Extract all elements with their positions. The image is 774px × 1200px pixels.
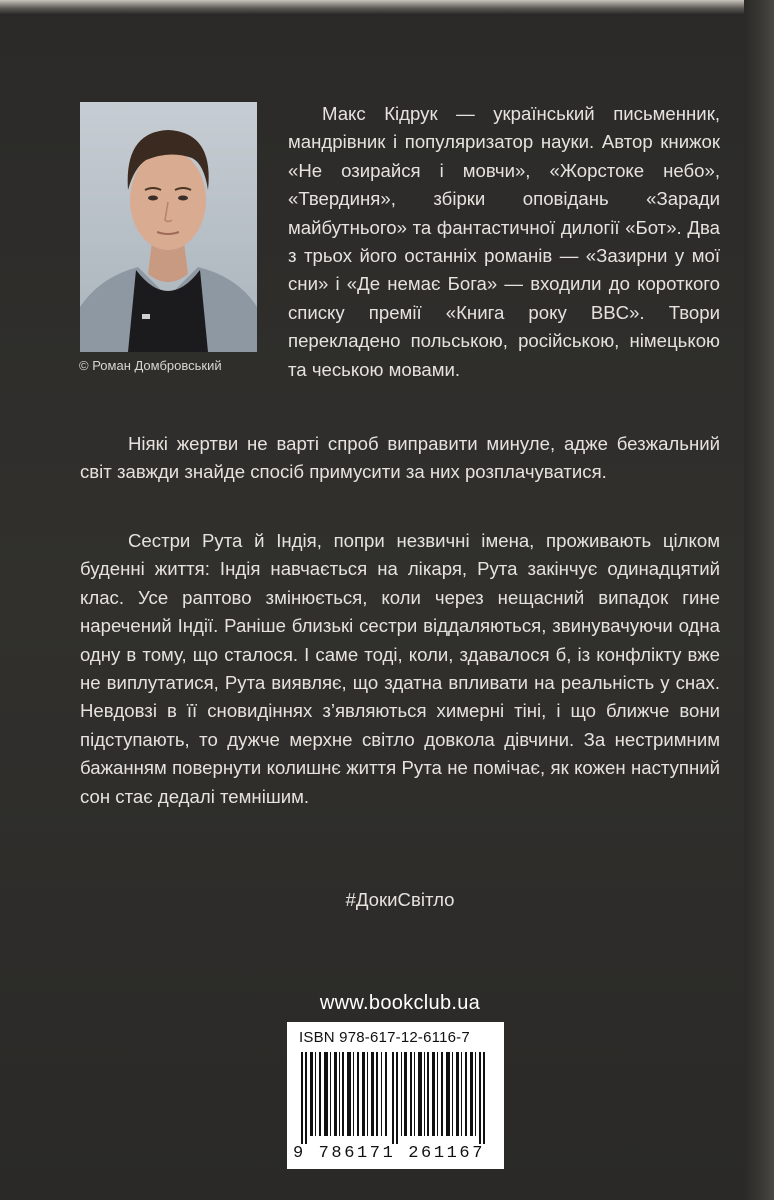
author-photo <box>80 102 257 352</box>
tagline-paragraph: Ніякі жертви не варті спроб виправити минуле, адже безжальний світ завжди знайде спосіб примусити за них розплачуватися. <box>80 433 720 483</box>
author-bio: Макс Кідрук — український письменник, мандрівник і популяризатор науки. Автор книжок «Не озирайся і мовчи», «Жорстоке небо», «Твердиня», збірки оповідань «Заради майбутнього» та фантастичної дилогії «Бот». Два з трьох його останніх романів — «Зазирни у мої сни» і «Де немає Бога» — входили до короткого списку премії «Книга року BBC». Твори перекладено польською, російською, німецькою та чеською мовами. <box>288 103 720 380</box>
synopsis-paragraph: Сестри Рута й Індія, попри незвичні імена, проживають цілком буденні життя: Індія навчається на лікаря, Рута закінчує одинадцятий клас. Усе раптово змінюється, коли через нещасний випадок гине наречений Індії. Раніше близькі сестри віддаляються, звинувачуючи одна одну в тому, що сталося. І саме тоді, коли, здавалося б, із конфлікту вже не виплутатися, Рута виявляє, що здатна впливати на реальність у снах. Невдовзі в її сновидіннях з’являються химерні тіні, і що ближче вони підступають, то дужче мерхне світло довкола дівчини. За нестримним бажанням повернути колишнє життя Рута не помічає, як кожен наступний сон стає дедалі темнішим. <box>80 530 720 807</box>
cover-top-edge <box>0 0 774 14</box>
publisher-website[interactable]: www.bookclub.ua <box>319 992 481 1014</box>
barcode-label <box>287 1022 504 1169</box>
cover-spine-edge <box>744 0 774 1200</box>
barcode <box>301 1052 491 1144</box>
hashtag: #ДокиСвітло <box>345 889 455 910</box>
photo-credit: © Роман Домбровський <box>79 358 222 373</box>
barcode-digits: 9 786171 261167 <box>293 1144 486 1163</box>
isbn-number: ISBN 978-617-12-6116-7 <box>299 1029 470 1046</box>
